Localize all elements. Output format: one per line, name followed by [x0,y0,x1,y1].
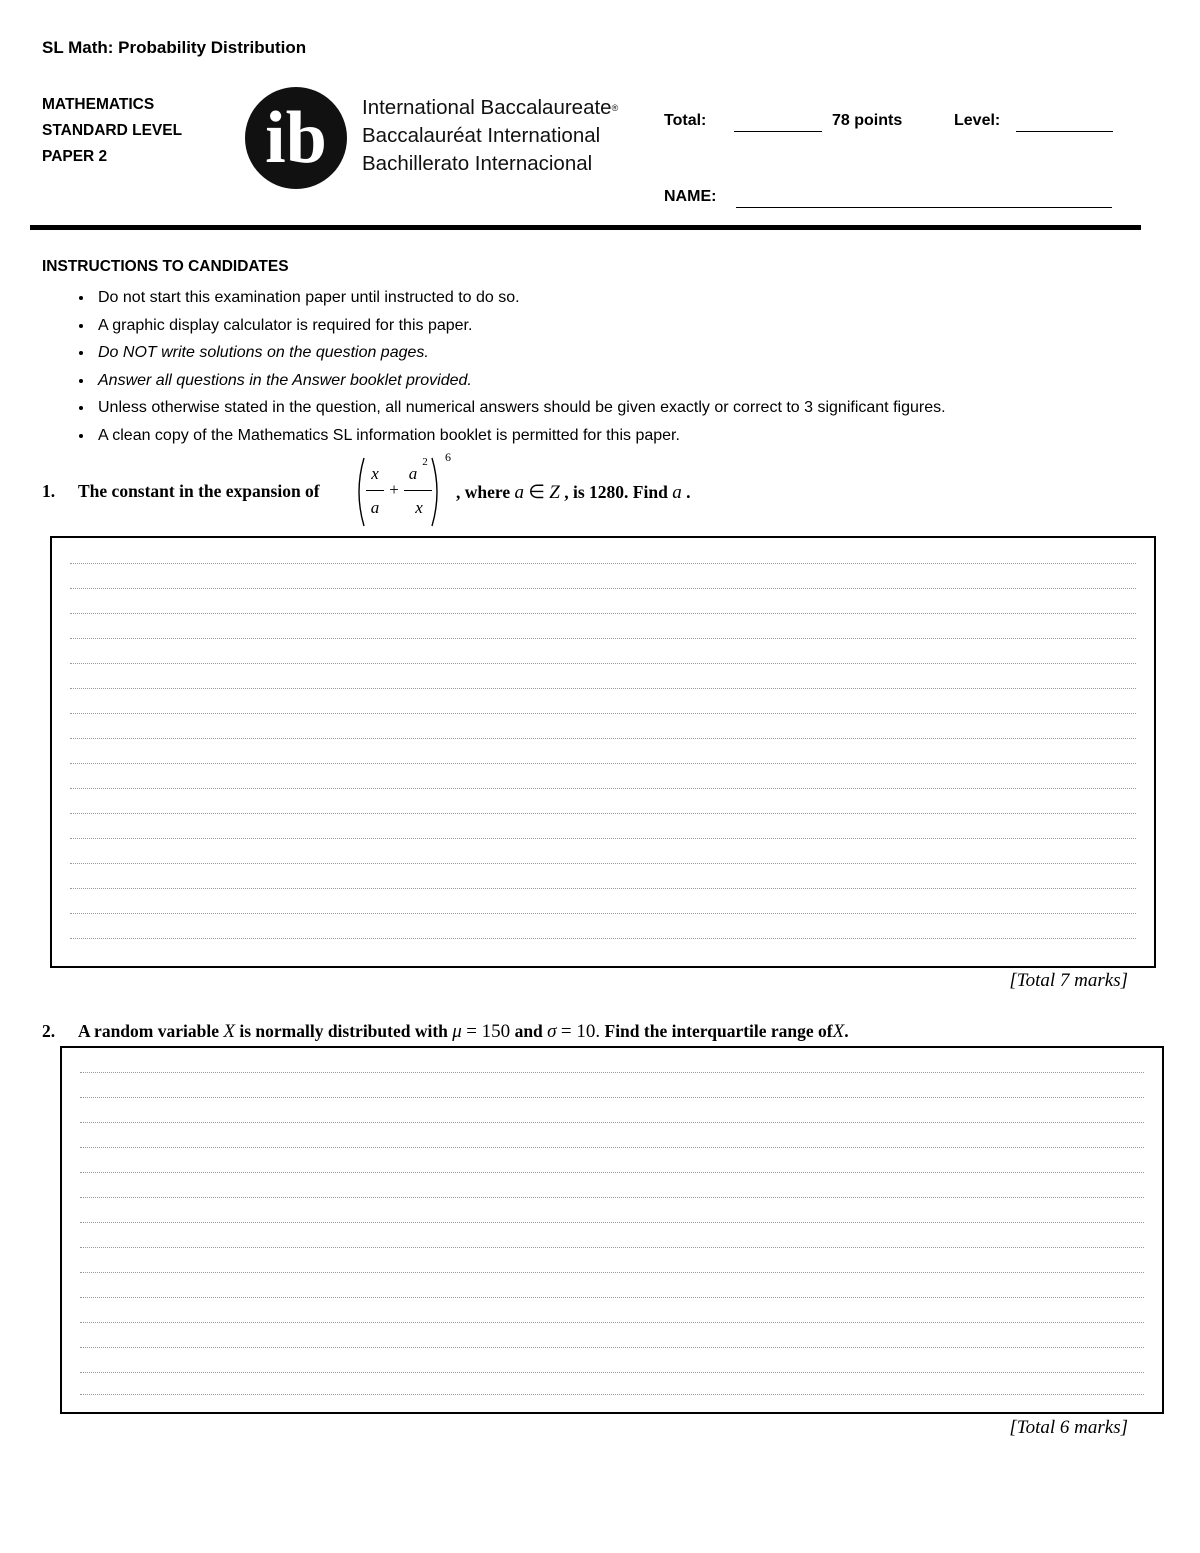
question-1-text: The constant in the expansion of [78,481,320,501]
logo-line-english: International Baccalaureate [362,96,612,119]
level-label: Level: [954,112,1001,129]
question-1-total-marks: [Total 7 marks] [1009,970,1128,991]
plus-sign: + [389,480,399,499]
total-points: 78 points [832,112,903,129]
instruction-item: • Answer all questions in the Answer booklet provided. [94,367,946,395]
left-paren [352,456,366,528]
level-field[interactable] [1016,130,1113,132]
question-1-answer-box[interactable] [50,536,1156,968]
ib-logo [244,86,348,190]
question-1-number: 1. [42,481,56,501]
logo-line-spanish: Bachillerato Internacional [362,152,593,175]
question-1-condition: , where a ∈ Z , is 1280. Find a . [456,482,691,503]
question-2-text: A random variable X is normally distributed with μ = 150 and σ = 10. Find the interquartile range ofX. [78,1021,849,1042]
instructions-title: INSTRUCTIONS TO CANDIDATES [42,258,289,275]
name-label: NAME: [664,188,717,205]
power-exponent: 6 [445,450,451,464]
instructions-list [74,284,946,449]
logo-line-french: Baccalauréat International [362,124,601,147]
instruction-item: • Do NOT write solutions on the question pages. [94,339,946,367]
instruction-item: • A clean copy of the Mathematics SL information booklet is permitted for this paper. [94,422,946,450]
frac-denominator-x: x [415,498,423,517]
fraction-bar [404,490,432,491]
question-2-total-marks: [Total 6 marks] [1009,1417,1128,1438]
right-paren [430,456,444,528]
header-divider [30,225,1141,230]
instruction-item: • Do not start this examination paper until instructed to do so. [94,284,946,312]
frac-denominator-a: a [370,498,380,517]
frac-numerator-x: x [371,464,379,483]
ib-logo-mark: ib [265,97,327,179]
ib-logo-text: International Baccalaureate® Baccalauréat International Bachillerato Internacional [362,94,618,178]
total-score-field[interactable] [734,130,822,132]
exam-subject: MATHEMATICS [42,96,155,113]
name-field[interactable] [736,206,1112,208]
frac-numerator-a: a [408,464,418,483]
exam-info [42,92,182,170]
fraction-bar [366,490,384,491]
exam-level: STANDARD LEVEL [42,122,183,139]
exam-paper: PAPER 2 [42,148,108,165]
course-title: SL Math: Probability Distribution [42,38,307,57]
question-2-number: 2. [42,1021,56,1041]
instruction-item: • A graphic display calculator is required for this paper. [94,312,946,340]
question-2-answer-box[interactable] [60,1046,1164,1414]
instruction-item: • Unless otherwise stated in the question, all numerical answers should be given exactly or correct to 3 significant figures. [94,394,946,422]
square-exponent: 2 [422,456,428,468]
total-label: Total: [664,112,707,129]
